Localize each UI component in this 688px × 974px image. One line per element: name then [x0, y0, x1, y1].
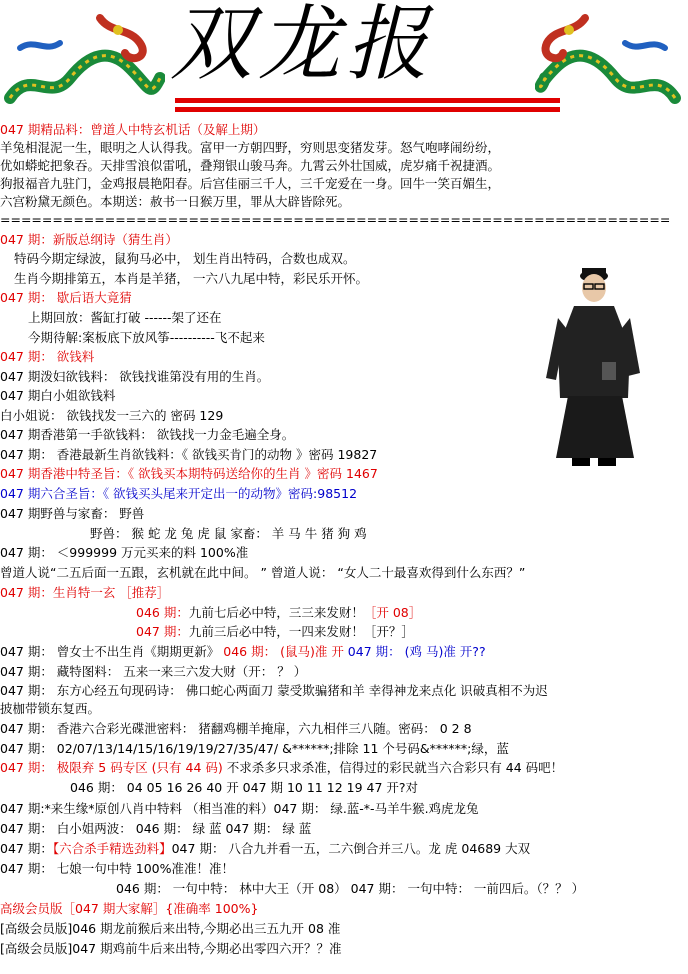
text-line	[0, 821, 311, 837]
text-segment: 046 期： 一句中特： 林中大王（开 08） 047 期： 一句中特： 一前四后。（？？ ）	[116, 881, 585, 896]
text-segment: 生肖今期排第五，本肖是羊猪， 一六八九尾中特，彩民乐开怀。	[14, 271, 368, 286]
text-segment: 披枷带锁东复西。	[0, 701, 101, 716]
text-segment: 狗报福音九驻门，金鸡报晨艳阳春。后宫佳丽三千人，三千宠爱在一身。回牛一笑百媚生，	[0, 176, 501, 191]
text-segment: 今期待解:案板底下放风筝----------飞不起来	[28, 330, 265, 345]
text-line	[0, 176, 500, 192]
text-segment: 047 期：	[136, 624, 189, 639]
text-segment: 047 期：生肖特一玄 ［推荐］	[0, 585, 170, 600]
man-portrait-icon	[538, 258, 650, 470]
text-segment: 047 期： 八合九并看一五，二六倒合并三八。龙 虎 04689 大双	[171, 841, 531, 856]
text-line	[0, 901, 258, 917]
text-line	[0, 921, 340, 937]
text-line	[136, 605, 421, 621]
text-line	[0, 941, 342, 957]
text-segment: 047 期：	[0, 841, 53, 856]
text-segment: 047 期： (鸡 马)准 开??	[343, 644, 486, 659]
text-line	[0, 841, 530, 857]
text-segment: 上期回放：酱缸打破 ------架了还在	[28, 310, 222, 325]
title-underline-top	[175, 98, 560, 103]
text-line	[14, 251, 355, 267]
text-segment: 曾道人说“二五后面一五跟，玄机就在此中间。 ” 曾道人说： “女人二十最喜欢得到什么东西？”	[0, 565, 526, 580]
text-line	[70, 780, 418, 796]
text-segment: 047 期： 歇后语大竟猜	[0, 290, 132, 305]
text-line	[0, 861, 234, 877]
text-line	[28, 330, 265, 346]
text-line	[116, 881, 584, 897]
text-segment: 047 期： 香港六合彩光碟泄密料： 猪翻鸡棚羊掩扉，六九相伴三八随。密码： 0 2 8	[0, 721, 472, 736]
text-segment: 047 期： 藏特图料： 五来一来三六发大财（开： ？ ）	[0, 664, 307, 679]
text-line	[14, 271, 368, 287]
text-segment: 047 期： 东方心经五句现码诗： 佛口蛇心两面刀 蒙受欺骗猪和羊 幸得神龙来点化 识破真相不为迟	[0, 683, 548, 698]
text-line	[0, 122, 265, 138]
text-line	[0, 194, 350, 210]
text-segment: 046 期：	[136, 605, 189, 620]
text-segment: 047 期:*来生缘*原创八肖中特料 （相当准的料）047 期： 绿.蓝-*-马羊牛猴.鸡虎龙兔	[0, 801, 479, 816]
text-line	[0, 486, 357, 502]
text-line	[0, 140, 500, 156]
text-segment: 047 期： 白小姐两波： 046 期： 绿 蓝 047 期： 绿 蓝	[0, 821, 312, 836]
text-line	[136, 624, 414, 640]
text-segment: 白小姐说： 欲钱找发一三六的 密码 129	[0, 408, 224, 423]
text-line	[0, 585, 169, 601]
text-segment: 047 期香港第一手欲钱料： 欲钱找一力金毛遍全身。	[0, 427, 295, 442]
text-segment: 047 期： 香港最新生肖欲钱料：《 欲钱买肯门的动物 》密码 19827	[0, 447, 378, 462]
text-segment: 047 期香港中特圣旨：《 欲钱买本期特码送给你的生肖 》密码 1467	[0, 466, 378, 481]
text-line	[0, 545, 248, 561]
text-segment: 九前三后必中特，一四来发财！［开？］	[188, 624, 414, 639]
text-line	[0, 664, 306, 680]
text-line	[0, 388, 115, 404]
text-segment: 046 期： (鼠马)准 开	[223, 644, 344, 659]
text-line	[0, 408, 223, 424]
text-segment: ［开 08］	[363, 605, 422, 620]
text-line	[0, 369, 269, 385]
text-segment: 六宫粉黛无颜色。本期送：赦书一日猴万里，罪从大辟皆除死。	[0, 194, 351, 209]
text-line	[0, 466, 378, 482]
text-line	[0, 644, 486, 660]
text-line	[0, 683, 548, 699]
text-segment: 047 期： 曾女士不出生肖《期期更新》	[0, 644, 224, 659]
text-segment: 047 期泼妇欲钱料： 欲钱找谁第没有用的生肖。	[0, 369, 270, 384]
text-segment: 047 期： 02/07/13/14/15/16/19/19/27/35/47/ &******;排除 11 个号码&******;绿，蓝	[0, 741, 509, 756]
text-segment: 046 期： 04 05 16 26 40 开 047 期 10 11 12 19 47 开?对	[70, 780, 419, 795]
text-line	[0, 447, 377, 463]
text-segment: 047 期： ＜999999 万元买来的料 100%准	[0, 545, 249, 560]
text-line	[90, 526, 367, 542]
text-segment: 不求杀多只求杀准，信得过的彩民就当六合彩只有 44 码吧！	[226, 760, 564, 775]
text-segment: 【六合杀手精选劲料】	[52, 841, 172, 856]
text-line	[0, 721, 472, 737]
text-line	[0, 158, 500, 174]
text-segment: 047 期：新版总纲诗（猜生肖）	[0, 232, 178, 247]
text-segment: 047 期精品料：曾道人中特玄机话（及解上期）	[0, 122, 266, 137]
text-segment: [高级会员版]046 期龙前猴后来出特,今期必出三五九开 08 准	[0, 921, 341, 936]
text-line	[0, 232, 178, 248]
text-line	[0, 427, 294, 443]
text-segment: ================================================================	[0, 212, 671, 227]
text-segment: 优如蟒蛇把象吞。天排雪浪似雷吼，叠翔银山骏马奔。九霄云外壮国威，虎岁痛千祝捷酒。	[0, 158, 501, 173]
text-line	[0, 801, 479, 817]
text-segment: 047 期白小姐欲钱料	[0, 388, 116, 403]
title-underline-bottom	[175, 107, 560, 112]
text-segment: 047 期野兽与家畜： 野兽	[0, 506, 145, 521]
masthead	[0, 0, 688, 118]
text-line	[0, 741, 509, 757]
text-line	[0, 290, 132, 306]
text-line	[28, 310, 222, 326]
text-segment: [高级会员版]047 期鸡前牛后来出特,今期必出零四六开？？准	[0, 941, 342, 956]
text-segment: 047 期： 极限弃 5 码专区 (只有 44 码)	[0, 760, 227, 775]
text-segment: 047 期： 七娘一句中特 100%准准！准！	[0, 861, 235, 876]
text-segment: 高级会员版［047 期大家解］{准确率 100%}	[0, 901, 259, 916]
text-line	[0, 506, 144, 522]
text-segment: 047 期六合圣旨：《 欲钱买头尾来开定出一的动物》密码:98512	[0, 486, 358, 501]
dragon-left-icon	[0, 8, 165, 113]
text-segment: 野兽： 猴 蛇 龙 兔 虎 鼠 家畜： 羊 马 牛 猪 狗 鸡	[90, 526, 367, 541]
text-line	[0, 565, 525, 581]
text-line	[0, 760, 563, 776]
text-line	[0, 701, 100, 717]
text-line	[0, 349, 94, 365]
text-line	[0, 212, 670, 228]
text-segment: 九前七后必中特，三三来发财！	[188, 605, 364, 620]
page-title: 双龙报	[170, 0, 434, 92]
text-segment: 特码今期定绿波，鼠狗马必中， 划生肖出特码，合数也成双。	[14, 251, 356, 266]
text-segment: 047 期： 欲钱料	[0, 349, 95, 364]
text-segment: 羊兔相混泥一生，眼明之人认得我。富甲一方朝四野，穷则思变猪发芽。怒气咆哮闹纷纷，	[0, 140, 501, 155]
